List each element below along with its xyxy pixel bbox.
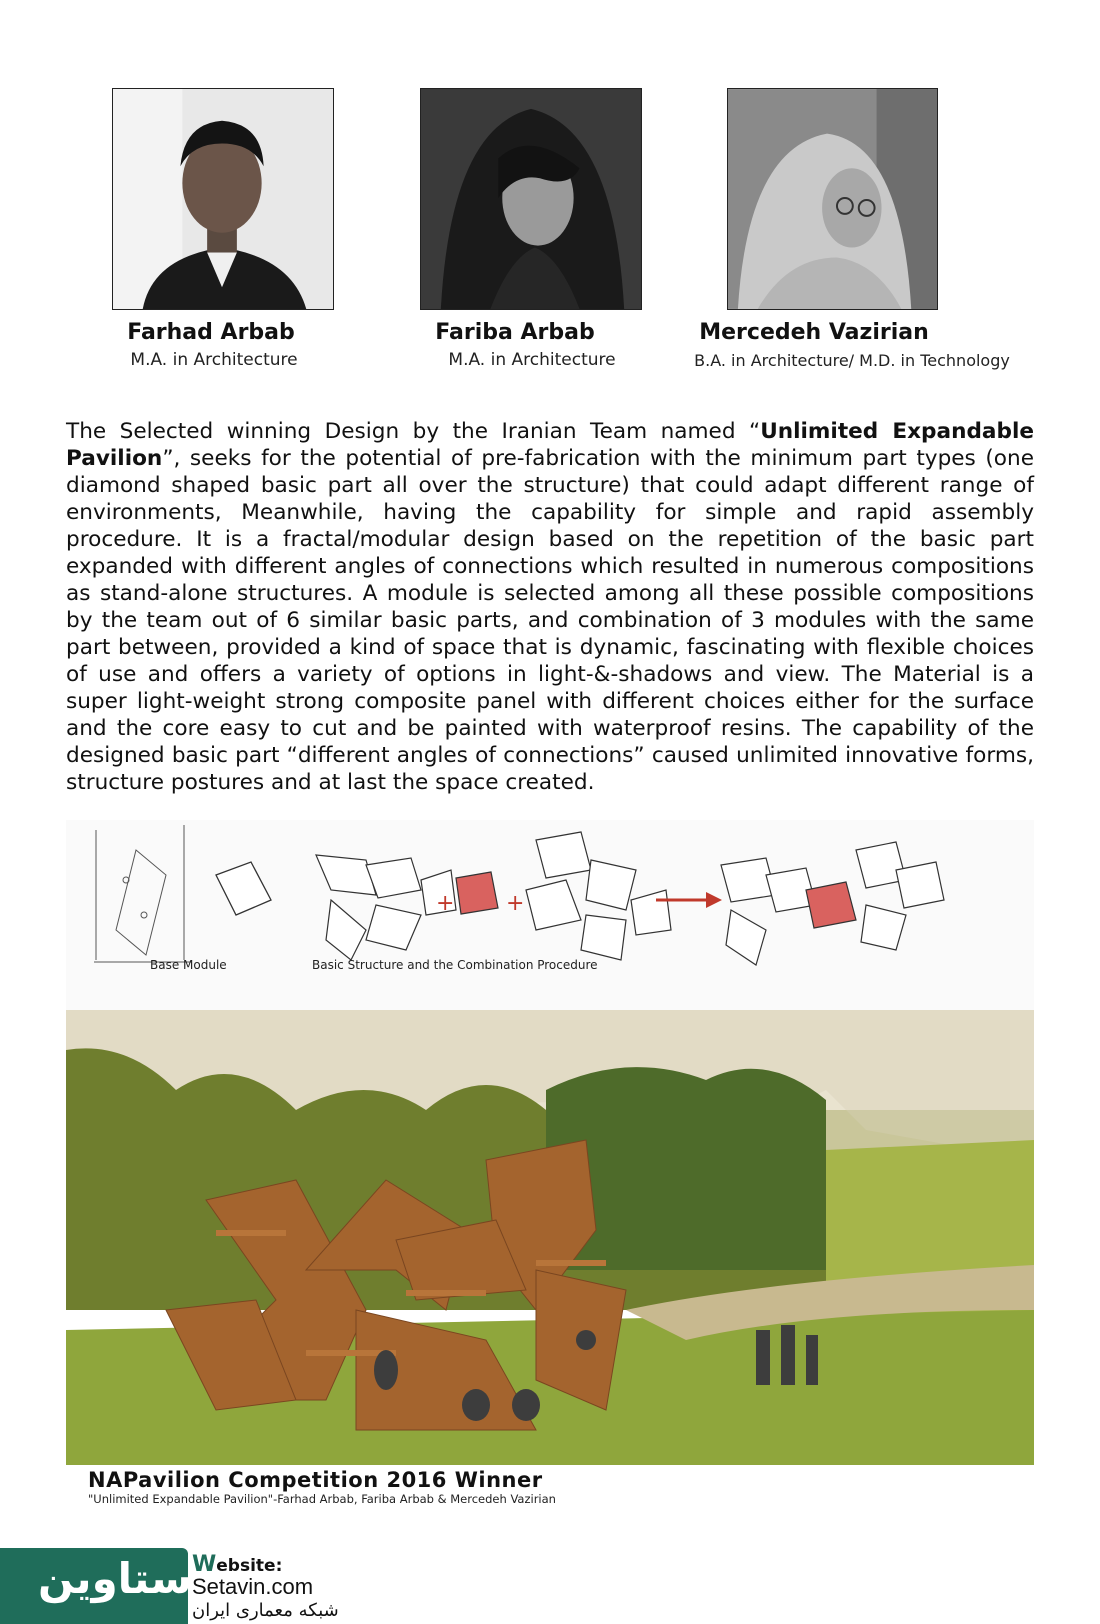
combination-diagram-svg [66,820,1034,1010]
website-label-rest: ebsite: [216,1556,283,1576]
project-name-highlight: Unlimited Expandable Pavilion [66,419,1034,471]
base-module-drawing [94,825,191,962]
website-url[interactable]: Setavin.com [192,1574,314,1599]
pavilion-render-svg [66,1010,1034,1465]
name-farhad-arbab: Farhad Arbab [127,320,295,345]
caption-subtitle: "Unlimited Expandable Pavilion"-Farhad Arbab, Fariba Arbab & Mercedeh Vazirian [88,1492,556,1506]
plus-sign-2: + [506,891,525,916]
structure-module-2 [526,832,671,960]
caption-title: NAPavilion Competition 2016 Winner [88,1468,543,1492]
degree-mercedeh-vazirian: B.A. in Architecture/ M.D. in Technology [694,351,1010,370]
label-combination-procedure: Basic Structure and the Combination Procedure [312,958,598,972]
setavin-logo-text: ستاوین [38,1554,192,1603]
structure-module-1 [316,855,456,960]
degree-fariba-arbab: M.A. in Architecture [448,350,616,370]
portrait-fariba-arbab [420,88,642,310]
portrait-farhad-arbab [112,88,334,310]
connector-panel [456,872,498,914]
plus-sign-1: + [436,891,455,916]
base-module-panel [216,862,271,915]
description-intro: The Selected winning Design by the Iranian Team named “ [66,419,761,444]
description-rest: ”, seeks for the potential of pre-fabrication with the minimum part types (one diamond shaped basic part all over the structure) that could adapt different range of environments, Meanwhile, having the capability for simple and rapid assembly procedure. It is a fractal/modular design based on the repetition of the basic part expanded with different angles of connections which resulted in numerous compositions as stand-alone structures. A module is selected among all these possible compositions by the team out of 6 similar basic parts, and combination of 3 modules with the same part between, provided a kind of space that is dynamic, fascinating with flexible choices of use and offers a variety of options in light-&-shadows and view. The Material is a super light-weight strong composite panel with different choices either for the surface and the core easy to cut and be painted with waterproof resins. The capability of the designed basic part “different angles of connections” caused unlimited innovative forms, structure postures and at last the space created. [66,446,1034,795]
name-fariba-arbab: Fariba Arbab [435,320,595,345]
name-mercedeh-vazirian: Mercedeh Vazirian [699,320,929,345]
degree-farhad-arbab: M.A. in Architecture [130,350,298,370]
label-base-module: Base Module [150,958,227,972]
website-label-initial: W [192,1552,217,1577]
portrait-mercedeh-vazirian [727,88,938,310]
arrow-head [706,892,722,908]
pavilion-render [66,1010,1034,1465]
network-tagline: شبکه معماری ایران [192,1600,339,1621]
final-connector-panel [806,882,856,928]
combination-diagram [66,820,1034,1010]
description-paragraph [66,418,1034,796]
